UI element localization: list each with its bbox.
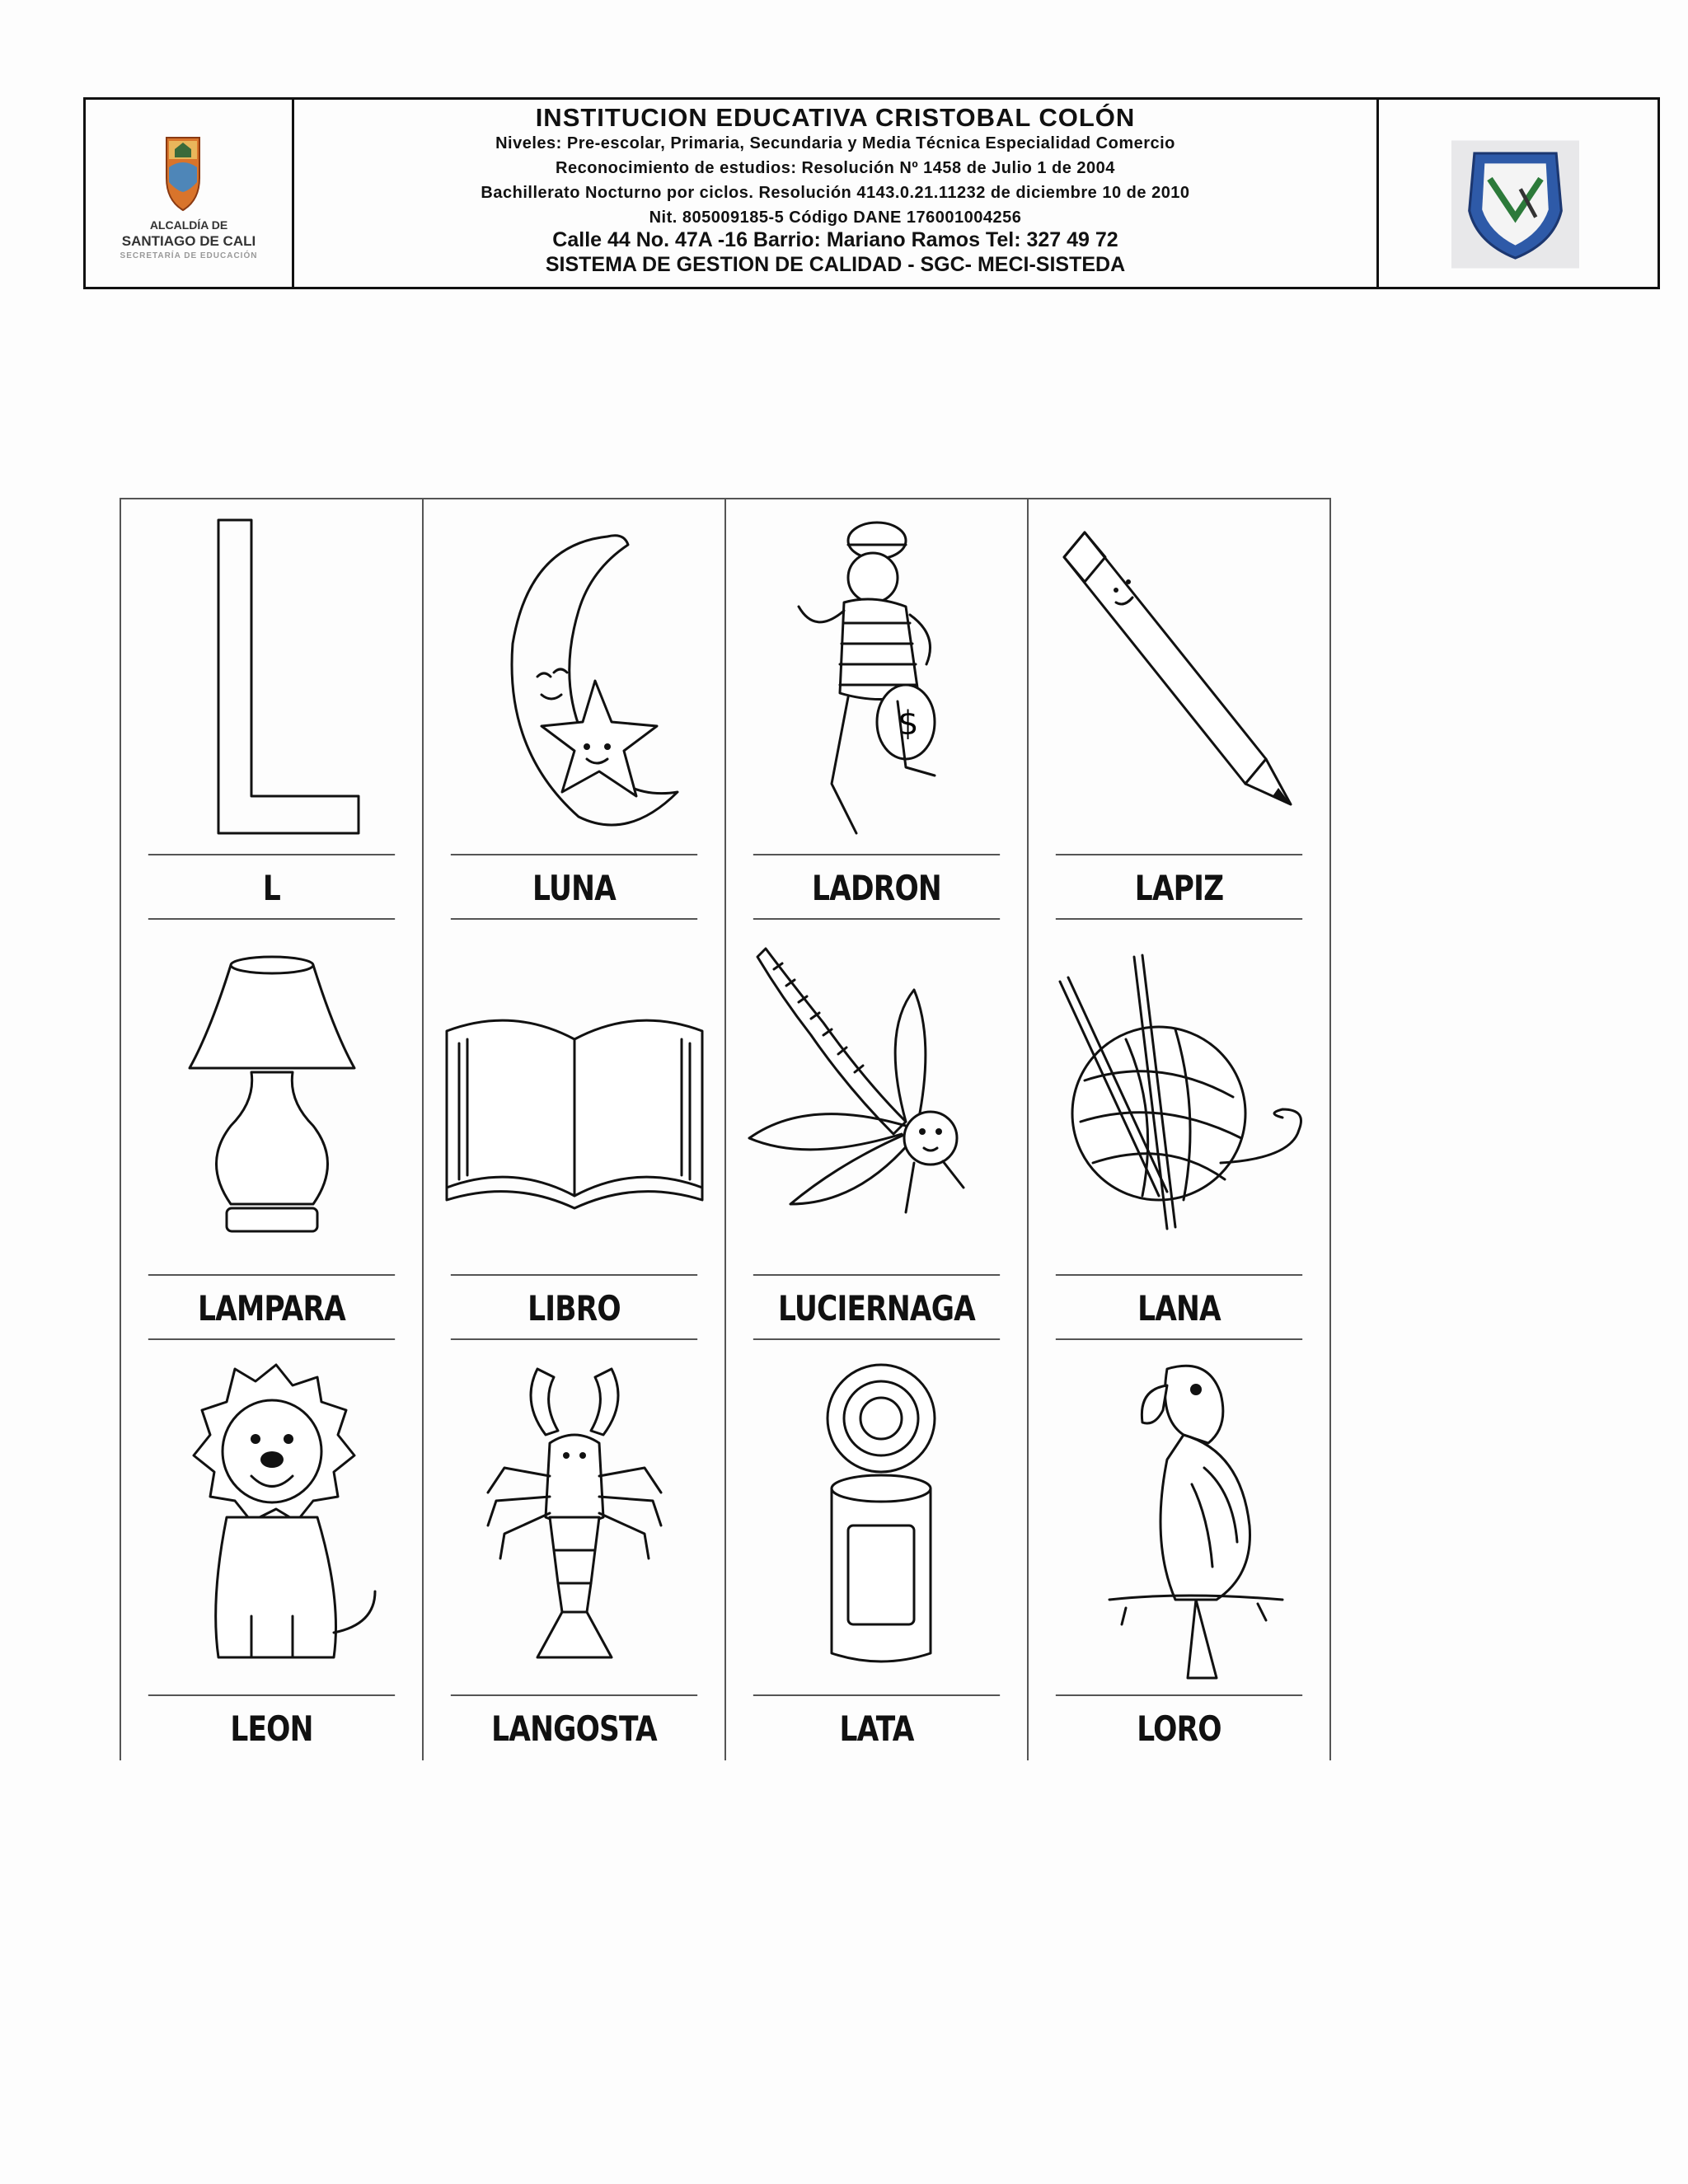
grid-row	[121, 920, 1329, 1340]
firefly-icon	[741, 932, 1013, 1262]
vocab-card	[424, 920, 726, 1340]
vocab-card	[424, 499, 726, 920]
recognition-line: Reconocimiento de estudios: Resolución Nº 1458 de Julio 1 de 2004	[556, 159, 1115, 177]
cali-coat-of-arms-icon	[125, 133, 241, 215]
thief-icon	[741, 512, 1013, 841]
vocab-card	[726, 499, 1029, 920]
address-line: Calle 44 No. 47A -16 Barrio: Mariano Ramos Tel: 327 49 72	[552, 228, 1118, 251]
levels-line: Niveles: Pre-escolar, Primaria, Secundaria y Media Técnica Especialidad Comercio	[495, 134, 1175, 152]
letter-l-vocabulary-grid	[120, 498, 1331, 1760]
letter-l-icon	[136, 512, 408, 841]
book-icon	[438, 932, 710, 1262]
vocab-card	[121, 920, 424, 1340]
vocab-card	[726, 920, 1029, 1340]
vocab-card	[121, 499, 424, 920]
vocab-label: LADRON	[753, 854, 1000, 920]
alcaldia-line1: ALCALDÍA DE	[149, 218, 228, 232]
vocab-label: LAMPARA	[148, 1274, 395, 1340]
document-header	[83, 97, 1660, 289]
lamp-icon	[136, 932, 408, 1262]
alcaldia-logo-cell	[86, 100, 294, 287]
grid-row	[121, 499, 1329, 920]
yarn-icon	[1043, 932, 1315, 1262]
moon-icon	[438, 512, 710, 841]
alcaldia-line2: SANTIAGO DE CALI	[121, 233, 256, 249]
header-text-cell	[294, 100, 1379, 287]
vocab-label: LANA	[1056, 1274, 1302, 1340]
svg-text:$: $	[897, 705, 918, 743]
can-icon	[741, 1352, 1013, 1682]
vocab-card	[121, 1340, 424, 1760]
nit-line: Nit. 805009185-5 Código DANE 176001004256	[649, 209, 1022, 227]
vocab-label: LANGOSTA	[451, 1694, 697, 1760]
vocab-label: LUNA	[451, 854, 697, 920]
vocab-label: LATA	[753, 1694, 1000, 1760]
institution-title: INSTITUCION EDUCATIVA CRISTOBAL COLÓN	[535, 103, 1136, 132]
lobster-icon	[438, 1352, 710, 1682]
school-crest-icon	[1451, 134, 1579, 274]
vocab-card	[424, 1340, 726, 1760]
alcaldia-line3: SECRETARÍA DE EDUCACIÓN	[120, 251, 258, 260]
vocab-card	[1029, 499, 1329, 920]
pencil-icon	[1043, 512, 1315, 841]
vocab-card	[726, 1340, 1029, 1760]
lion-icon	[136, 1352, 408, 1682]
vocab-label: LIBRO	[451, 1274, 697, 1340]
grid-row	[121, 1340, 1329, 1760]
vocab-card	[1029, 1340, 1329, 1760]
quality-system-line: SISTEMA DE GESTION DE CALIDAD - SGC- MECI-SISTEDA	[545, 253, 1126, 276]
vocab-label: LUCIERNAGA	[753, 1274, 1000, 1340]
vocab-card	[1029, 920, 1329, 1340]
vocab-label: LAPIZ	[1056, 854, 1302, 920]
night-school-line: Bachillerato Nocturno por ciclos. Resolución 4143.0.21.11232 de diciembre 10 de 2010	[481, 184, 1190, 202]
vocab-label: LEON	[148, 1694, 395, 1760]
vocab-label: L	[148, 854, 395, 920]
parrot-icon	[1043, 1352, 1315, 1682]
vocab-label: LORO	[1056, 1694, 1302, 1760]
school-crest-cell	[1379, 100, 1658, 287]
